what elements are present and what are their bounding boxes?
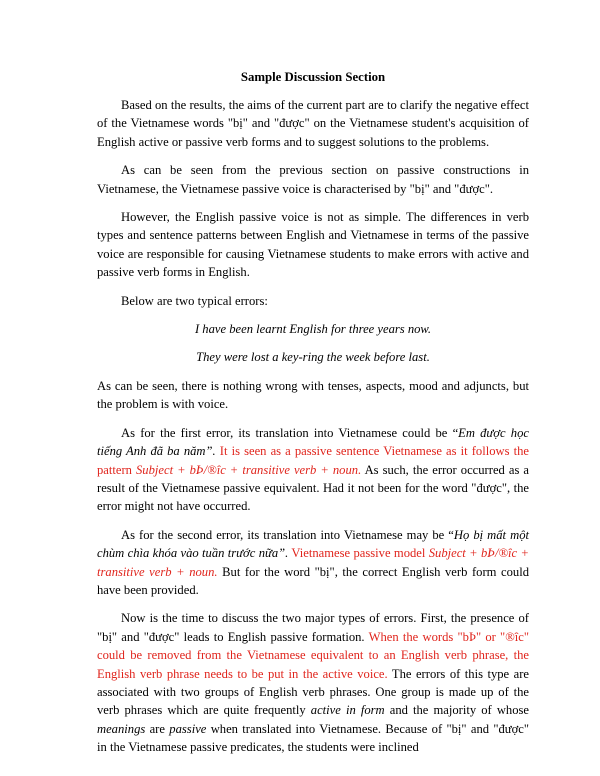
text-run: As for the second error, its translation into Vietnamese may be “	[121, 527, 454, 542]
highlighted-text: When the words "bÞ" or "®îc" could be removed from the Vietnamese equivalent to an English verb phrase, the English verb phrase needs to be put in the active voice.	[97, 629, 529, 681]
section-title: Sample Discussion Section	[240, 70, 386, 84]
paragraph-voice-problem: As can be seen, there is nothing wrong with tenses, aspects, mood and adjuncts, but the problem is with voice.	[97, 378, 529, 412]
paragraph-second-error	[97, 526, 529, 600]
example-error-2: They were lost a key-ring the week before last.	[196, 350, 430, 365]
highlighted-text: It is seen as a passive sentence Vietnamese as it follows the pattern	[97, 444, 529, 477]
paragraph-errors-intro: Below are two typical errors:	[121, 293, 268, 308]
paragraph-differences: However, the English passive voice is not as simple. The differences in verb types and sentence patterns between English and Vietnamese in terms of the passive voice are responsible for causing Vietnamese students to make errors with active and passive verb forms in English.	[97, 210, 529, 280]
text-run: Now is the time to discuss the two major types of errors. First, the presence of "bị" and "được" leads to English passive formation.	[97, 611, 529, 644]
vietnamese-translation: Họ bị mất một chùm chìa khóa vào tuần trước nữa”.	[97, 527, 529, 561]
text-run: As for the first error, its translation into Vietnamese could be “	[121, 425, 459, 440]
text-run: As such, the error occurred as a result of the Vietnamese passive equivalent. Had it not been for the word "được", the error might not have occurred.	[97, 462, 529, 514]
text-run: The errors of this type are associated with two groups of English verb phrases. One group is made up of the verb phrases which are quite frequently	[97, 666, 530, 718]
paragraph-first-error	[97, 424, 529, 516]
paragraph-passive-voice: As can be seen from the previous section on passive constructions in Vietnamese, the Vietnamese passive voice is characterised by "bị" and "được".	[97, 163, 529, 196]
text-run: are	[145, 721, 170, 736]
document-page	[97, 68, 529, 767]
paragraph-error-types	[97, 609, 529, 756]
text-run: But for the word "bị", the correct English verb form could have been provided.	[97, 564, 529, 597]
highlighted-text: Vietnamese passive model	[288, 546, 429, 561]
text-run: and the majority of whose	[384, 703, 530, 718]
paragraph-aims: Based on the results, the aims of the current part are to clarify the negative effect of the Vietnamese words "bị" and "được" on the Vietnamese student's acquisition of English active or passive verb forms and to suggest solutions to the problems.	[97, 98, 529, 149]
emphasis-text: active in form	[310, 703, 385, 718]
pattern-formula: Subject + bÞ/®îc + transitive verb + noun.	[97, 546, 529, 579]
text-run: when translated into Vietnamese. Because of "bị" and "được" in the Vietnamese passive predicates, the students were inclined	[97, 721, 530, 755]
pattern-formula: Subject + bÞ/®îc + transitive verb + noun.	[136, 462, 362, 477]
emphasis-text: meanings	[97, 721, 146, 736]
vietnamese-translation: Em được học tiếng Anh đã ba năm”.	[97, 425, 529, 459]
emphasis-text: passive	[169, 721, 207, 736]
example-error-1: I have been learnt English for three years now.	[194, 322, 432, 337]
